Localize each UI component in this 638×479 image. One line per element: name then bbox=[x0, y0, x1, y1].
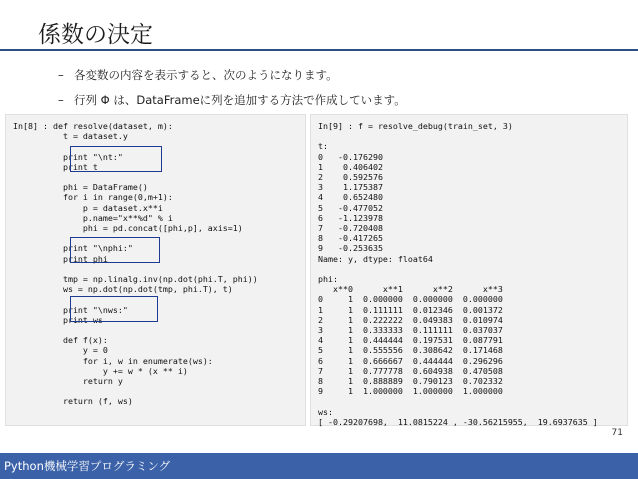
output-text: In[9] : f = resolve_debug(train_set, 3) t: 0 -0.176290 1 0.406402 2 0.592576 3 1.175387 4 0.652480 5 -0.477052 6 -1.123978 7 -0.720408 8 -0.417265 9 -0.253635 Name: y, dtype: float64 phi: x**0 x**1 x**2 x**3 0 1 0.000000 0.000000 0.000000 1 1 0.111111 0.012346 0.001372 2 1 0.222222 0.049383 0.010974 3 1 0.333333 0.111111 0.037037 4 1 0.444444 0.197531 0.087791 5 1 0.555556 0.308642 0.171468 6 1 0.666667 0.444444 0.296296 7 1 0.777778 0.604938 0.470508 8 1 0.888889 0.790123 0.702332 9 1 1.000000 1.000000 1.000000 ws: [ -0.29207698, 11.0815224 , -30.56215955, 19.6937635 ] bbox=[318, 121, 598, 427]
title-underline bbox=[0, 49, 638, 51]
code-text: In[8] : def resolve(dataset, m): t = dataset.y print "\nt:" print t phi = DataFrame() for i in range(0,m+1): p = dataset.x**i p.name="x**%d" % i phi = pd.concat([phi,p], axis=1) print "\nphi:" print phi tmp = np.linalg.inv(np.dot(phi.T, phi)) ws = np.dot(np.dot(tmp, phi.T), t) print "\nws:" print ws def f(x): y = 0 for i, w in enumerate(ws): y += w * (x ** i) return y return (f, ws) bbox=[13, 121, 258, 407]
bullet-text: 各変数の内容を表示すると、次のようになります。 bbox=[74, 68, 338, 82]
footer-title: Python機械学習プログラミング bbox=[4, 459, 171, 473]
highlight-box-print-ws bbox=[70, 296, 158, 322]
highlight-box-print-phi bbox=[70, 237, 160, 263]
bullet-dash: – bbox=[58, 68, 64, 82]
bullet-dash: – bbox=[58, 93, 64, 107]
bullet-item bbox=[58, 67, 338, 83]
footer-bar bbox=[0, 453, 638, 479]
slide-title: 係数の決定 bbox=[38, 22, 153, 48]
highlight-box-print-t bbox=[70, 146, 162, 172]
bullet-item bbox=[58, 92, 406, 108]
code-cell-output bbox=[310, 114, 628, 426]
bullet-text: 行列 Φ は、DataFrameに列を追加する方法で作成しています。 bbox=[74, 93, 406, 107]
page-number: 71 bbox=[611, 428, 623, 438]
